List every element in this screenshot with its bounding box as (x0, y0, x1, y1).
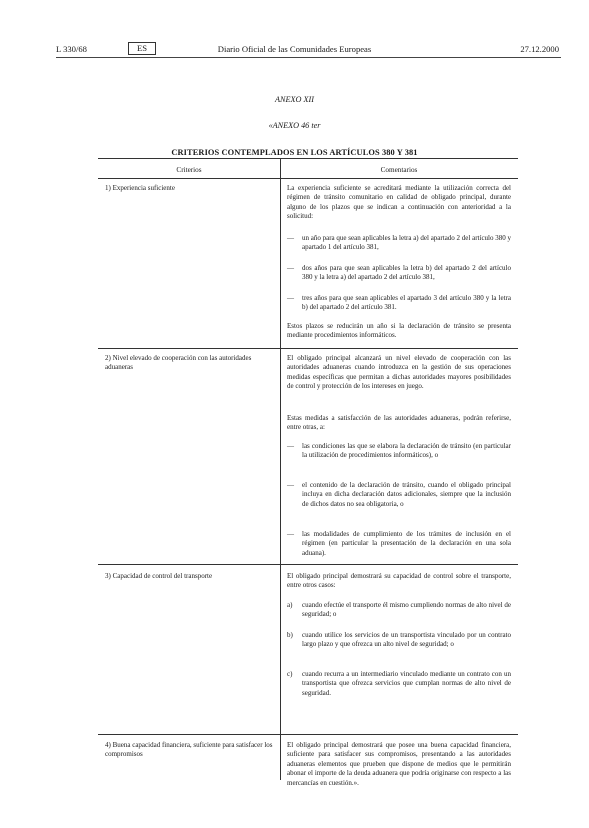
comment-2-item-1 (287, 442, 511, 461)
row-rule (98, 348, 518, 349)
header-rule (98, 178, 518, 179)
column-header-criteria: Criterios (176, 166, 202, 174)
column-divider (280, 158, 281, 780)
table-top-rule (98, 158, 518, 159)
criterion-1: 1) Experiencia suficiente (105, 184, 175, 192)
item-marker: — (287, 264, 294, 272)
publication-date: 27.12.2000 (520, 44, 559, 54)
annex-heading: ANEXO XII (275, 95, 314, 104)
comment-2-item-3 (287, 530, 511, 558)
journal-title: Diario Oficial de las Comunidades Europeas (217, 44, 372, 54)
comment-2-intro-2: Estas medidas a satisfacción de las autoridades aduaneras, podrán referirse, entre otras, a: (287, 414, 511, 432)
document-title: CRITERIOS CONTEMPLADOS EN LOS ARTÍCULOS 380 Y 381 (171, 148, 418, 157)
item-text: cuando efectúe el transporte él mismo cumpliendo normas de alto nivel de seguridad; o (302, 601, 511, 619)
criterion-4: 4) Buena capacidad financiera, suficiente para satisfacer los compromisos (105, 741, 273, 759)
item-text: dos años para que sean aplicables la letra b) del apartado 2 del artículo 380 y la letra a) del apartado 2 del artículo 381, (302, 264, 511, 282)
header-rule (56, 57, 561, 58)
column-header-comments: Comentarios (380, 166, 418, 174)
comment-3-intro: El obligado principal demostrará su capacidad de control sobre el transporte, entre otros casos: (287, 572, 511, 590)
item-marker: — (287, 294, 294, 302)
item-text: las modalidades de cumplimiento de los trámites de inclusión en el régimen (en particular la presentación de la declaración en una sola aduana). (302, 530, 511, 557)
comment-1-item-1 (287, 234, 511, 253)
item-marker: b) (287, 631, 293, 639)
annex-subheading: «ANEXO 46 ter (268, 121, 321, 130)
criteria-table (98, 158, 518, 787)
comment-3-item-a (287, 601, 511, 620)
comment-1-item-3 (287, 294, 511, 313)
item-marker: — (287, 530, 294, 538)
item-text: tres años para que sean aplicables el apartado 3 del artículo 380 y la letra b) del apartado 2 del artículo 381. (302, 294, 511, 312)
comment-2-item-2 (287, 481, 511, 509)
item-text: cuando utilice los servicios de un transportista vinculado por un contrato largo plazo y que ofrezca un alto nivel de seguridad; o (302, 631, 511, 649)
item-marker: — (287, 481, 294, 489)
item-marker: — (287, 442, 294, 450)
item-marker: a) (287, 601, 293, 609)
item-text: el contenido de la declaración de tránsito, cuando el obligado principal incluya en dicha declaración datos adicionales, siempre que la inclusión de dichos datos no sea obligatoria, o (302, 481, 511, 508)
item-text: las condiciones las que se elabora la declaración de tránsito (en particular la utilización de procedimientos informáticos), o (302, 442, 511, 460)
comment-2-intro: El obligado principal alcanzará un nivel elevado de cooperación con las autoridades aduaneras cuando introduzca en la gestión de sus operaciones medidas específicas que permitan a dichas autoridades mayores posibilidades de control y protección de los intereses en juego. (287, 354, 511, 391)
language-badge: ES (128, 42, 156, 55)
comment-3-item-b (287, 631, 511, 650)
item-marker: c) (287, 670, 293, 678)
comment-3-item-c (287, 670, 511, 698)
criterion-3: 3) Capacidad de control del transporte (105, 572, 213, 580)
criterion-2: 2) Nivel elevado de cooperación con las autoridades aduaneras (105, 354, 252, 372)
item-text: cuando recurra a un intermediario vinculado mediante un contrato con un transportista que ofrezca servicios que cumplan normas de alto nivel de seguridad. (302, 670, 511, 697)
comment-1-item-2 (287, 264, 511, 283)
row-rule (98, 734, 518, 735)
comment-4-intro: El obligado principal demostrará que posee una buena capacidad financiera, suficiente para satisfacer sus compromisos, presentando a las autoridades aduaneras elementos que prueben que dispone de medios que le permitirán abonar el importe de la deuda aduanera que podría originarse con respecto a las mercancías en cuestión.». (287, 741, 511, 787)
page-reference: L 330/68 (56, 44, 87, 54)
item-text: un año para que sean aplicables la letra a) del apartado 2 del artículo 380 y apartado 1 del artículo 381, (302, 234, 511, 252)
comment-1-intro: La experiencia suficiente se acreditará mediante la utilización correcta del régimen de tránsito comunitario en calidad de obligado principal, durante alguno de los plazos que se indican a continuación con anterioridad a la solicitud: (287, 184, 511, 221)
comment-1-outro: Estos plazos se reducirán un año si la declaración de tránsito se presenta mediante procedimientos informáticos. (287, 322, 511, 340)
item-marker: — (287, 234, 294, 242)
row-rule (98, 564, 518, 565)
